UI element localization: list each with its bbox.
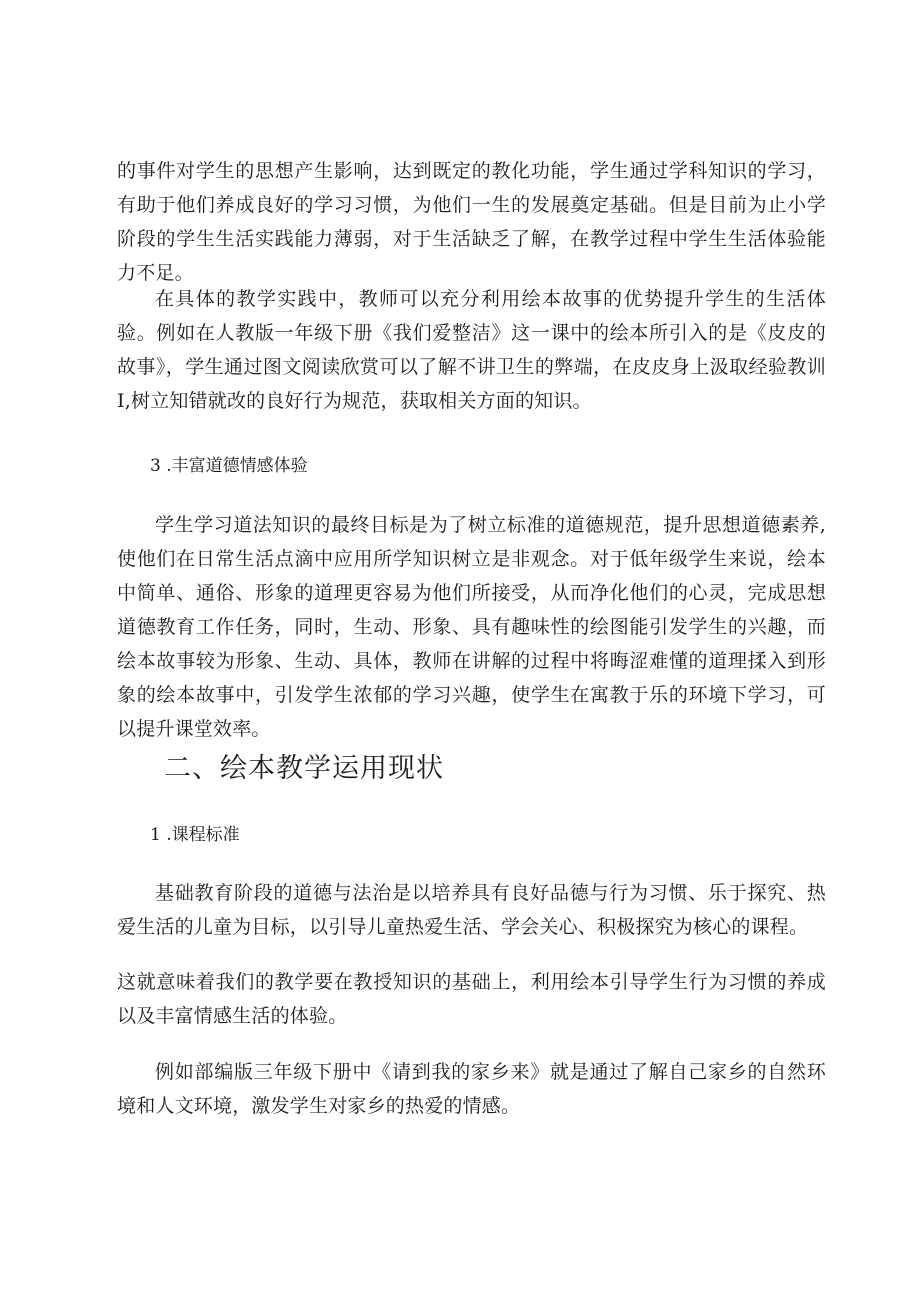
paragraph-6: 例如部编版三年级下册中《请到我的家乡来》就是通过了解自己家乡的自然环境和人文环境，激发学生对家乡的热爱的情感。 [117,1061,826,1117]
paragraph-2: 在具体的教学实践中，教师可以充分利用绘本故事的优势提升学生的生活体验。例如在人教版一年级下册《我们爱整洁》这一课中的绘本所引入的是《皮皮的故事》，学生通过图文阅读欣赏可以了解不讲卫生的弊端，在皮皮身上汲取经验教训I,树立知错就改的良好行为规范，获取相关方面的知识。 [117,288,826,412]
section-heading-2: 二、绘本教学运用现状 [164,753,444,784]
paragraph-3: 学生学习道法知识的最终目标是为了树立标准的道德规范，提升思想道德素养,使他们在日常生活点滴中应用所学知识树立是非观念。对于低年级学生来说，绘本中简单、通俗、形象的道理更容易为他们所接受，从而净化他们的心灵，完成思想道德教育工作任务，同时，生动、形象、具有趣味性的绘图能引发学生的兴趣，而绘本故事较为形象、生动、具体，教师在讲解的过程中将晦涩难懂的道理揉入到形象的绘本故事中，引发学生浓郁的学习兴趣，使学生在寓教于乐的环境下学习，可以提升课堂效率。 [117,514,826,740]
paragraph-4: 基础教育阶段的道德与法治是以培养具有良好品德与行为习惯、乐于探究、热爱生活的儿童为目标，以引导儿童热爱生活、学会关心、积极探究为核心的课程。 [117,882,826,938]
paragraph-5: 这就意味着我们的教学要在教授知识的基础上，利用绘本引导学生行为习惯的养成以及丰富情感生活的体验。 [117,971,826,1027]
subheading-3: 3 .丰富道德情感体验 [150,456,308,476]
subheading-1: 1 .课程标准 [150,825,240,845]
paragraph-1: 的事件对学生的思想产生影响，达到既定的教化功能，学生通过学科知识的学习，有助于他们养成良好的学习习惯，为他们一生的发展奠定基础。但是目前为止小学阶段的学生生活实践能力薄弱，对于生活缺乏了解，在教学过程中学生生活体验能力不足。 [117,160,826,284]
